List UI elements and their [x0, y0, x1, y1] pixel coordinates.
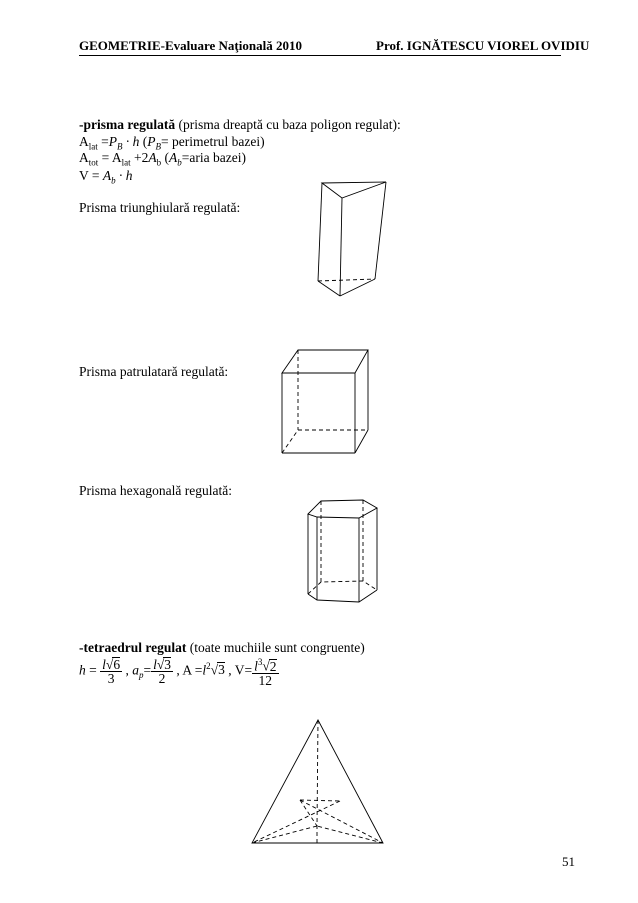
prism-title-note: (prisma dreaptă cu baza poligon regulat): — [175, 117, 401, 132]
square-prism-figure — [275, 340, 375, 470]
tetra-title-note: (toate muchiile sunt congruente) — [186, 640, 365, 655]
triangular-prism-label: Prisma triunghiulară regulată: — [79, 200, 241, 215]
triangular-prism-top — [322, 182, 386, 198]
volume-formula: $V = A_b \cdot h$ — [79, 168, 133, 186]
square-prism-label: Prisma patrulatară regulată: — [79, 364, 229, 379]
hexagonal-prism-figure — [300, 490, 390, 610]
prism-title: -prisma regulată — [79, 117, 176, 132]
header-left: GEOMETRIE-Evaluare Naţională 2010 — [79, 38, 302, 53]
tetra-title-line — [79, 640, 365, 656]
hexagonal-prism-top — [308, 500, 377, 518]
lateral-area-formula: $A_{lat} =P_B \cdot h$ ($P_B=$ perimetrul bazei) — [79, 134, 265, 152]
tetra-height-fraction: $\frac{l√6}{3}$ — [102, 657, 121, 687]
prism-title-line — [79, 117, 401, 133]
page-number: 51 — [562, 854, 575, 869]
header-rule — [79, 55, 561, 56]
tetra-volume-fraction: $\frac{l^3√2}{12}$ — [254, 657, 277, 688]
tetrahedron-figure — [240, 710, 400, 850]
total-area-formula: $A_{tot} = A_{lat} +2A_b$ ($A_b=aria$ bazei) — [79, 150, 246, 168]
tetra-title: -tetraedrul regulat — [79, 640, 187, 655]
triangular-prism-figure — [300, 170, 410, 310]
hexagonal-prism-label: Prisma hexagonală regulată: — [79, 483, 232, 498]
tetra-formulas: h = $\frac{l√6}{3}$ , $a_p=$ $\frac{l√3}{2}$ , $A =l^2√3$ , V= $\frac{l^3√2}{12}$ — [79, 657, 277, 688]
square-prism-top — [282, 350, 368, 373]
header-right: Prof. IGNĂTESCU VIOREL OVIDIU — [376, 38, 590, 53]
tetra-apothem-fraction: $\frac{l√3}{2}$ — [153, 657, 171, 687]
tetrahedron-outline — [252, 720, 383, 843]
